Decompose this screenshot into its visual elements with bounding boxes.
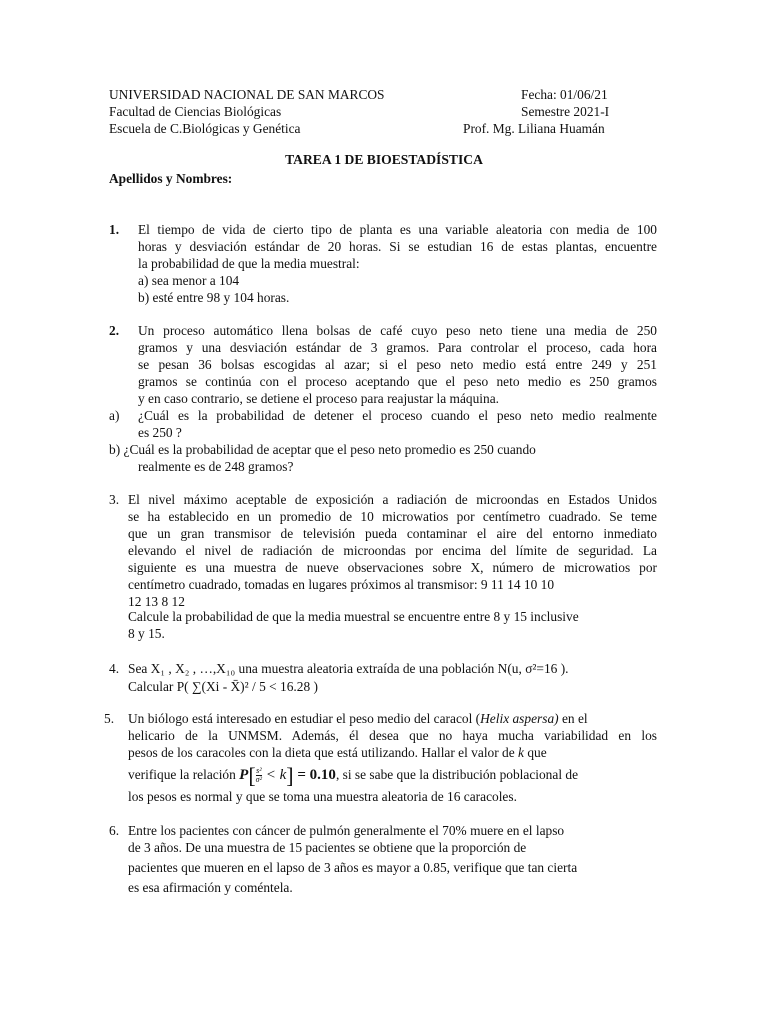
q1-line-3: la probabilidad de que la media muestral:	[138, 256, 360, 271]
professor-text: Prof. Mg. Liliana Huamán	[463, 121, 605, 136]
q2-line-2: gramos y una desviación estándar de 3 gramos. Para controlar el proceso, cada hora	[138, 340, 657, 355]
q3-line-5: siguiente es una muestra de nueve observaciones sobre X, número de microwatios por	[128, 560, 657, 575]
q3-line-6: centímetro cuadrado, tomadas en lugares próximos al transmisor: 9 11 14 10 10	[128, 577, 555, 592]
q5-line-1	[128, 710, 657, 727]
q2-option-a-line-1: ¿Cuál es la probabilidad de detener el proceso cuando el peso neto medio realmente	[138, 408, 657, 423]
q5-fraction-numerator: s²	[256, 766, 262, 775]
q6-line-2: de 3 años. De una muestra de 15 pacientes se obtiene que la proporción de	[128, 840, 527, 855]
university-name: UNIVERSIDAD NACIONAL DE SAN MARCOS	[109, 87, 385, 102]
q5-inequality: < k	[262, 767, 287, 783]
q2-line-5: y en caso contrario, se detiene el proceso para reajustar la máquina.	[138, 391, 500, 406]
q6-number: 6.	[109, 823, 120, 838]
q5-line-3	[128, 744, 657, 761]
q5-right-bracket: ]	[286, 763, 294, 788]
school-name: Escuela de C.Biológicas y Genética	[109, 121, 301, 136]
q5-line-1-start: Un biólogo está interesado en estudiar el peso medio del caracol (	[128, 711, 481, 726]
q3-line-4: elevando el nivel de radiación de microondas por encima del límite de seguridad. La	[128, 543, 657, 558]
q2-option-a-line-2: es 250 ?	[138, 425, 182, 440]
q6-line-3: pacientes que mueren en el lapso de 3 años es mayor a 0.85, verifique que tan cierta	[128, 860, 578, 875]
q5-line-4	[128, 763, 579, 788]
q2-option-a-label: a)	[109, 408, 120, 423]
q4-number: 4.	[109, 661, 120, 676]
q5-line-4-end: , si se sabe que la distribución poblacional de	[335, 767, 579, 782]
q1-number: 1.	[109, 222, 120, 237]
q6-line-4: es esa afirmación y coméntela.	[128, 880, 293, 895]
q5-number: 5.	[104, 711, 115, 726]
q1-option-b: b) esté entre 98 y 104 horas.	[138, 290, 290, 305]
q5-species-name: Helix aspersa)	[480, 711, 559, 726]
q5-line-1-end: en el	[558, 711, 588, 726]
document-title: TAREA 1 DE BIOESTADÍSTICA	[285, 152, 483, 167]
q2-option-b-line-2: realmente es de 248 gramos?	[138, 459, 294, 474]
q5-line-3-start: pesos de los caracoles con la dieta que está utilizando. Hallar el valor de	[128, 745, 519, 760]
q5-line-2: helicario de la UNMSM. Además, él desea que no haya mucha variabilidad en los	[128, 728, 657, 743]
q1-line-2: horas y desviación estándar de 20 horas. Si se estudian 16 de estas plantas, encuentre	[138, 239, 657, 254]
q2-line-1: Un proceso automático llena bolsas de café cuyo peso neto tiene una media de 250	[138, 323, 657, 338]
q2-number: 2.	[109, 323, 120, 338]
q5-equals-value: = 0.10	[293, 767, 336, 783]
q1-option-a: a) sea menor a 104	[138, 273, 240, 288]
q4-line-1: Sea X₁ , X₂ , …,X₁₀ una muestra aleatoria extraída de una población N(u, σ²=16 ).	[128, 661, 569, 676]
date-text: Fecha: 01/06/21	[521, 87, 608, 102]
q2-option-b-line-1: b) ¿Cuál es la probabilidad de aceptar que el peso neto promedio es 250 cuando	[109, 442, 536, 457]
q3-line-8: Calcule la probabilidad de que la media muestral se encuentre entre 8 y 15 inclusive	[128, 609, 579, 624]
q5-k-variable: k	[518, 745, 524, 760]
q3-line-3: que un gran transmisor de televisión pueda contaminar el aire del entorno inmediato	[128, 526, 657, 541]
q3-line-1: El nivel máximo aceptable de exposición a radiación de microondas en Estados Unidos	[128, 492, 657, 507]
q2-line-3: se pesan 36 bolsas escogidas al azar; si el peso neto medio está entre 249 y 251	[138, 357, 657, 372]
q3-line-2: se ha establecido en un promedio de 10 microwatios por centímetro cuadrado. Se teme	[128, 509, 657, 524]
q5-line-3-end: que	[524, 745, 547, 760]
q3-line-7: 12 13 8 12	[128, 594, 185, 609]
q2-line-4: gramos se continúa con el proceso aceptando que el peso neto medio es 250 gramos	[138, 374, 657, 389]
q4-line-2: Calcular P( ∑(Xi - X̄)² / 5 < 16.28 )	[128, 679, 318, 694]
q5-left-bracket: [	[248, 763, 256, 788]
student-name-label: Apellidos y Nombres:	[109, 171, 233, 186]
q3-number: 3.	[109, 492, 120, 507]
q6-line-1: Entre los pacientes con cáncer de pulmón generalmente el 70% muere en el lapso	[128, 823, 565, 838]
q5-p-symbol: P	[239, 767, 249, 783]
faculty-name: Facultad de Ciencias Biológicas	[109, 104, 282, 119]
q5-line-5: los pesos es normal y que se toma una muestra aleatoria de 16 caracoles.	[128, 789, 517, 804]
q1-line-1: El tiempo de vida de cierto tipo de planta es una variable aleatoria con media de 100	[138, 222, 657, 237]
q5-fraction-denominator: σ²	[255, 775, 263, 784]
semester-text: Semestre 2021-I	[521, 104, 610, 119]
q5-line-4-start: verifique la relación	[128, 767, 240, 782]
q3-line-9: 8 y 15.	[128, 626, 165, 641]
